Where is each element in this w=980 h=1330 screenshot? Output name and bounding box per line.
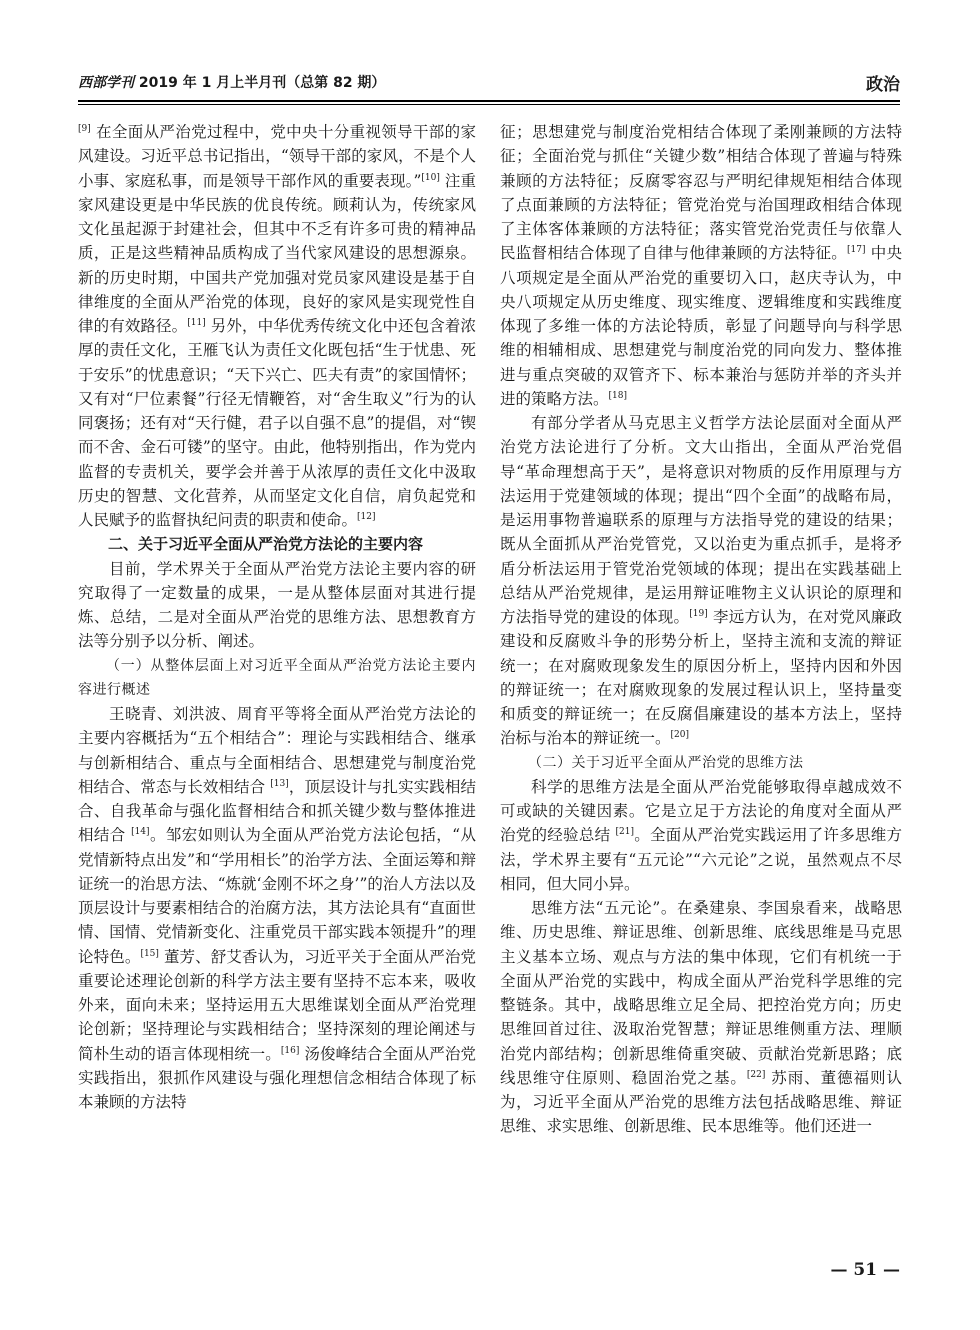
journal-issue: [78, 72, 385, 92]
citation-marker[interactable]: [19]: [689, 608, 708, 619]
right-column: [500, 120, 902, 1139]
paragraph: 思维方法“五元论”。在桑建泉、李国泉看来，战略思维、历史思维、辩证思维、创新思维、底线思维是马克思主义基本立场、观点与方法的集中体现，它们有机统一于全面从严治党的实践中，构成全面从严治党科学思维的完整链条。其中，战略思维立足全局、把控治党方向；历史思维回首过往、汲取治党智慧；辩证思维侧重方法、理顺治党内部结构；创新思维倚重突破、贡献治党新思路；底线思维守住原则、稳固治党之基。[22] 苏雨、董德福则认为，习近平全面从严治党的思维方法包括战略思维、辩证思维、求实思维、创新思维、民本思维等。他们还进一: [500, 899, 902, 1136]
citation-marker[interactable]: [12]: [357, 511, 376, 522]
citation-marker[interactable]: [22]: [746, 1069, 766, 1080]
paragraph: 王晓青、刘洪波、周育平等将全面从严治党方法论的主要内容概括为“五个相结合”：理论与实践相结合、继承与创新相结合、重点与全面相结合、思想建党与制度治党相结合、常态与长效相结合 [13]，顶层设计与扎实实践相结合、自我革命与强化监督相结合和抓关键少数与整体推进相结合 [14]。邹宏如则认为全面从严治党方法论包括，“从党情新特点出发”和“学用相长”的治学方法、全面运筹和辩证统一的治思方法、“炼就‘金刚不坏之身’”的治人方法以及顶层设计与要素相结合的治腐方法，其方法论具有“直面世情、国情、党情新变化、注重党员干部实践本领提升”的理论特色。[15] 董芳、舒艾香认为，习近平关于全面从严治党重要论述理论创新的科学方法主要有坚持不忘本来，吸收外来，面向未来；坚持运用五大思维谋划全面从严治党理论创新；坚持理论与实践相结合；坚持深刻的理论阐述与简朴生动的语言体现相统一。[16] 汤俊峰结合全面从严治党实践指出，狠抓作风建设与强化理想信念相结合体现了标本兼顾的方法特: [78, 705, 476, 1111]
citation-marker[interactable]: [14]: [131, 827, 150, 838]
citation-marker[interactable]: [9]: [78, 123, 91, 134]
paragraph: [9] 在全面从严治党过程中，党中央十分重视领导干部的家风建设。习近平总书记指出，“领导干部的家风，不是个人小事、家庭私事，而是领导干部作风的重要表现。”[10] 注重家风建设更是中华民族的优良传统。顾莉认为，传统家风文化虽起源于封建社会，但其中不乏有许多可贵的精神品质，正是这些精神品质构成了当代家风建设的思想源泉。新的历史时期，中国共产党加强对党员家风建设是基于自律维度的全面从严治党的体现，良好的家风是实现党性自律的有效路径。[11] 另外，中华优秀传统文化中还包含着浓厚的责任文化，王雁飞认为责任文化既包括“生于忧患、死于安乐”的忧患意识；“天下兴亡、匹夫有责”的家国情怀；又有对“尸位素餐”行径无情鞭笞，对“舍生取义”行为的认同褒扬；还有对“天行健，君子以自强不息”的提倡，对“锲而不舍、金石可镂”的坚守。由此，他特别指出，作为党内监督的专责机关，要学会并善于从浓厚的责任文化中汲取历史的智慧、文化营养，从而坚定文化自信，肩负起党和人民赋予的监督执纪问责的职责和使命。[12]: [78, 123, 476, 529]
citation-marker[interactable]: [21]: [615, 827, 635, 838]
page-header: [78, 68, 900, 96]
citation-marker[interactable]: [10]: [421, 172, 440, 183]
left-column: [78, 120, 476, 1114]
header-rule-thick: [78, 100, 900, 102]
issue-info: 2019 年 1 月上半月刊（总第 82 期）: [134, 75, 386, 91]
citation-marker[interactable]: [11]: [187, 317, 206, 328]
citation-marker[interactable]: [13]: [270, 778, 289, 789]
journal-name: 西部学刊: [78, 75, 134, 91]
subsection-heading: （二）关于习近平全面从严治党的思维方法: [528, 754, 804, 771]
citation-marker[interactable]: [15]: [140, 948, 159, 959]
page-number: — 51 —: [830, 1260, 900, 1280]
citation-marker[interactable]: [17]: [847, 245, 866, 256]
paragraph: 有部分学者从马克思主义哲学方法论层面对全面从严治党方法论进行了分析。文大山指出，全面从严治党倡导“革命理想高于天”，是将意识对物质的反作用原理与方法运用于党建领域的体现；提出“四个全面”的战略布局，是运用事物普遍联系的原理与方法指导党的建设的结果；既从全面抓从严治党管党，又以治吏为重点抓手，是将矛盾分析法运用于管党治党领域的体现；提出在实践基础上总结从严治党规律，是运用辩证唯物主义认识论的原理和方法指导党的建设的体现。[19] 李远方认为，在对党风廉政建设和反腐败斗争的形势分析上，坚持主流和支流的辩证统一；在对腐败现象发生的原因分析上，坚持内因和外因的辩证统一；在对腐败现象的发展过程认识上，坚持量变和质变的辩证统一；在反腐倡廉建设的基本方法上，坚持治标与治本的辩证统一。[20]: [500, 414, 902, 748]
citation-marker[interactable]: [16]: [280, 1045, 300, 1056]
subsection-heading: （一）从整体层面上对习近平全面从严治党方法论主要内容进行概述: [78, 657, 476, 698]
section-label: 政治: [866, 75, 900, 95]
paragraph: 征；思想建党与制度治党相结合体现了柔刚兼顾的方法特征；全面治党与抓住“关键少数”相结合体现了普遍与特殊兼顾的方法特征；反腐零容忍与严明纪律规矩相结合体现了点面兼顾的方法特征；管党治党与治国理政相结合体现了主体客体兼顾的方法特征；落实管党治党责任与依靠人民监督相结合体现了自律与他律兼顾的方法特征。[17] 中央八项规定是全面从严治党的重要切入口，赵庆寺认为，中央八项规定从历史维度、现实维度、逻辑维度和实践维度体现了多维一体的方法论特质，彰显了问题导向与科学思维的相辅相成、思想建党与制度治党的同向发力、整体推进与重点突破的双管齐下、标本兼治与惩防并举的齐头并进的策略方法。[18]: [500, 123, 902, 408]
section-heading: 二、关于习近平全面从严治党方法论的主要内容: [108, 535, 424, 554]
header-rule-thin: [78, 104, 900, 105]
citation-marker[interactable]: [20]: [670, 730, 689, 741]
citation-marker[interactable]: [18]: [608, 390, 627, 401]
paragraph: 目前，学术界关于全面从严治党方法论主要内容的研究取得了一定数量的成果，一是从整体层面对其进行提炼、总结，二是对全面从严治党的思维方法、思想教育方法等分别予以分析、阐述。: [78, 559, 476, 651]
paragraph: 科学的思维方法是全面从严治党能够取得卓越成效不可或缺的关键因素。它是立足于方法论的角度对全面从严治党的经验总结 [21]。全面从严治党实践运用了许多思维方法，学术界主要有“五元论”“六元论”之说，虽然观点不尽相同，但大同小异。: [500, 777, 902, 893]
